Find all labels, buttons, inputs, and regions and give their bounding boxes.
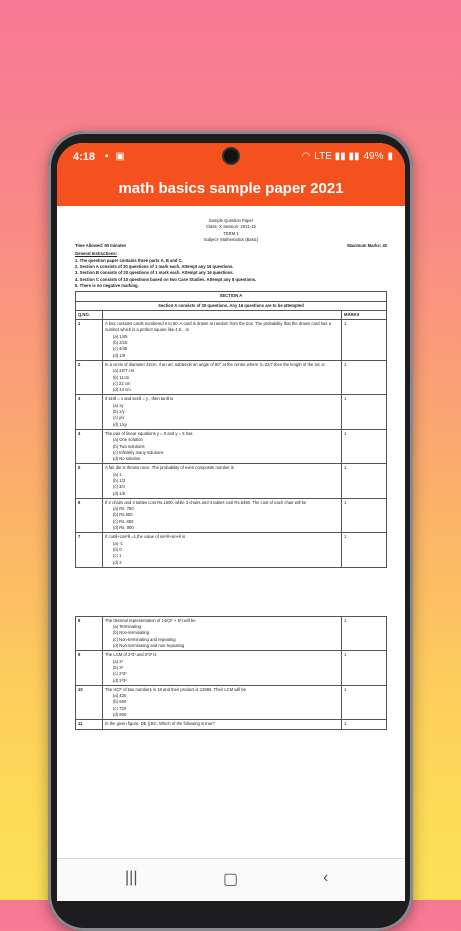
question-text: If cosθ+cos²θ =1,the value of sin²θ+sin⁴θ is (105, 534, 186, 540)
instruction-line: 1. The question paper contains three parts A, B and C. (75, 257, 183, 263)
answer-option: (b) 2/15 (113, 340, 128, 346)
question-text: The decimal representation of 14/(2⁵ × 5²) will be (105, 617, 196, 623)
question-marks: 1 (342, 685, 387, 719)
max-marks: Maximum Marks: 40 (347, 243, 387, 249)
time-marks-row (75, 243, 387, 249)
answer-option: (b) Rs.600 (113, 512, 133, 518)
time-allowed: Time Allowed: 90 minutes (75, 243, 127, 249)
question-number: 1 (76, 320, 103, 361)
recent-apps-icon[interactable]: ||| (125, 869, 138, 886)
answer-option: (d) 1/9 (113, 352, 126, 358)
question-text: In a circle of diameter 42cm, if an arc subtends an angle of 60° at the centre where π=22/7,then the length of the arc is (105, 361, 325, 367)
question-body (103, 360, 342, 394)
question-row (76, 360, 387, 394)
question-number: 11 (76, 720, 103, 729)
question-number: 4 (76, 429, 103, 463)
camera-cutout (224, 149, 238, 163)
question-marks: 1 (342, 651, 387, 685)
question-table-page2 (75, 616, 387, 730)
answer-option: (d) 44 cm (113, 387, 131, 393)
question-number: 9 (76, 651, 103, 685)
answer-option: (b) 600 (113, 699, 127, 705)
question-text: If sinθ = x and secθ = y , then tanθ is (105, 396, 174, 402)
signal-icon: LTE ▮▮ ▮▮ (314, 151, 360, 162)
answer-option: (b) 1/3 (113, 477, 126, 483)
instruction-line: 4. Section C consists of 10 questions based on two Case Studies. Attempt any 8 questions. (75, 276, 257, 282)
question-body (103, 616, 342, 650)
question-row (76, 464, 387, 498)
phone-screen (57, 143, 405, 900)
question-body (103, 651, 342, 685)
question-text: A box contains cards numbered 6 to 50. A card is drawn at random from the box. The probability that the drawn card has a number which is a perfect square like 4,9....is (105, 321, 331, 333)
answer-option: (d) Non-terminating and non-repeating (113, 643, 185, 649)
question-body (103, 720, 342, 729)
app-bar (57, 173, 405, 206)
status-time: 4:18 (73, 151, 96, 163)
instructions (75, 251, 387, 289)
section-title: SECTION A (76, 292, 387, 301)
question-marks: 1 (342, 320, 387, 361)
answer-option: (a) xy (113, 402, 124, 408)
answer-option: (d) No solution (113, 456, 141, 462)
question-body (103, 464, 342, 498)
question-number: 7 (76, 533, 103, 567)
question-body (103, 685, 342, 719)
answer-option: (b) Two solutions (113, 443, 145, 449)
question-body (103, 395, 342, 429)
question-text: The LCM of 2³3² and 2²3³ is (105, 652, 157, 658)
question-body (103, 320, 342, 361)
col-text-header (103, 310, 342, 319)
answer-option: (b) 0 (113, 546, 122, 552)
question-marks: 1 (342, 464, 387, 498)
answer-option: (a) 1 (113, 471, 122, 477)
question-row (76, 320, 387, 361)
answer-option: (a) 22/7 cm (113, 368, 135, 374)
answer-option: (b) 3³ (113, 664, 124, 670)
status-right (302, 151, 393, 162)
answer-option: (d) 2 (113, 559, 122, 565)
doc-head-line: Subject- Mathematics (Basic) (203, 236, 259, 242)
answer-option: (c) 2³3³ (113, 671, 127, 677)
question-text: The pair of linear equations y = 0 and y = 5 has (105, 430, 193, 436)
answer-option: (a) Terminating (113, 624, 141, 630)
answer-option: (d) 800 (113, 712, 127, 717)
question-row (76, 651, 387, 685)
question-row (76, 498, 387, 532)
question-rows-page1 (76, 320, 387, 568)
question-body (103, 498, 342, 532)
question-marks: 1 (342, 533, 387, 567)
question-marks: 1 (342, 616, 387, 650)
answer-option: (c) y/x (113, 415, 125, 421)
question-marks: 1 (342, 498, 387, 532)
doc-head-line: Class- X Session- 2021-22 (206, 224, 256, 230)
question-row (76, 616, 387, 650)
question-row (76, 429, 387, 463)
question-marks: 1 (342, 429, 387, 463)
status-bar (57, 143, 405, 173)
answer-option: (a) 420 (113, 693, 127, 699)
question-marks: 1 (342, 395, 387, 429)
answer-option: (c) Infinitely many solutions (113, 449, 164, 455)
answer-option: (c) 720 (113, 705, 127, 711)
document-page[interactable] (65, 218, 397, 730)
home-icon[interactable]: ▢ (223, 871, 239, 888)
answer-option: (a) -1 (113, 540, 124, 546)
question-number: 5 (76, 464, 103, 498)
question-row (76, 533, 387, 567)
answer-option: (c) 4/45 (113, 346, 128, 352)
doc-head (65, 218, 397, 243)
battery-text: 49% (363, 151, 384, 162)
instruction-line: 2. Section A consists of 20 questions of 1 mark each. Attempt any 16 questions. (75, 264, 234, 270)
question-text: A fair die is thrown once. The probability of even composite number is (105, 465, 234, 471)
section-note: Section A consists of 20 questions. Any 16 questions are to be attempted (76, 301, 387, 310)
answer-option: (a) One solution (113, 437, 143, 443)
answer-option: (d) 1/6 (113, 490, 126, 496)
question-number: 10 (76, 685, 103, 719)
question-row (76, 395, 387, 429)
notification-icons: ▪ ▣ (105, 151, 127, 162)
question-marks: 1 (342, 360, 387, 394)
question-body (103, 429, 342, 463)
back-icon[interactable]: ‹ (323, 869, 329, 886)
answer-option: (c) 3/4 (113, 484, 125, 490)
question-row (76, 685, 387, 719)
question-text: In the given figure, DE || BC. Which of the following is true? (105, 721, 215, 727)
question-text: The HCF of two numbers is 18 and their product is 12960. Their LCM will be (105, 686, 246, 692)
answer-option: (a) Rs. 750 (113, 506, 134, 512)
instructions-title: General Instructions: (75, 251, 118, 257)
question-text: If 2 chairs and 3 tables cost Rs.1500, while 3 chairs and 3 tables cost Rs.6450. The cost of each chair will be (105, 499, 307, 505)
answer-option: (c) 22 cm (113, 380, 131, 386)
col-marks-header: MARKS (342, 310, 387, 319)
answer-option: (c) 1 (113, 553, 122, 559)
doc-head-line: TERM 1 (223, 230, 239, 236)
question-marks: 1 (342, 720, 387, 729)
android-nav-bar (57, 858, 405, 901)
question-number: 2 (76, 360, 103, 394)
page-gap (65, 568, 397, 616)
answer-option: (b) Non-terminating (113, 630, 150, 636)
answer-option: (b) 11cm (113, 374, 130, 380)
answer-option: (b) x/y (113, 409, 125, 415)
answer-option: (d) 2²3² (113, 677, 127, 683)
question-row (76, 720, 387, 729)
app-title: math basics sample paper 2021 (118, 180, 344, 197)
question-body (103, 533, 342, 567)
answer-option: (c) Non-terminating and repeating (113, 636, 176, 642)
wifi-icon: ◠ (301, 151, 311, 162)
question-rows-page2 (76, 616, 387, 729)
answer-option: (a) 2³ (113, 658, 124, 664)
col-q-header: Q.NO. (76, 310, 103, 319)
answer-option: (c) Rs. 850 (113, 518, 134, 524)
answer-option: (d) Rs. 900 (113, 525, 134, 531)
doc-head-line: Sample Question Paper (208, 218, 254, 223)
question-table (75, 291, 387, 568)
answer-option: (d) 1/xy (113, 421, 127, 427)
question-number: 3 (76, 395, 103, 429)
battery-icon: ▮ (387, 151, 393, 162)
instruction-line: 3. Section B consists of 20 questions of 1 mark each. Attempt any 16 questions. (75, 270, 234, 276)
answer-option: (a) 1/45 (113, 333, 128, 339)
question-number: 6 (76, 498, 103, 532)
question-number: 8 (76, 616, 103, 650)
instruction-line: 5. There is no negative marking. (75, 282, 139, 288)
